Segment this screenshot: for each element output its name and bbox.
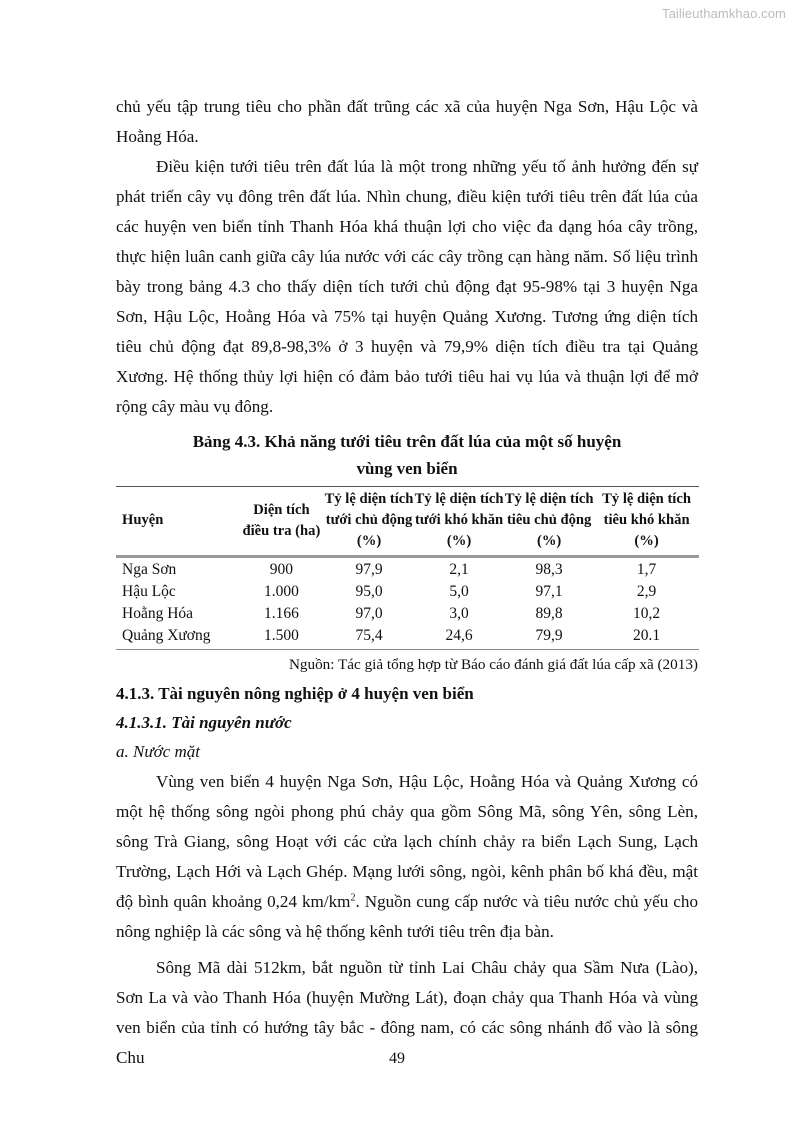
table-row <box>116 603 699 625</box>
document-page <box>116 92 698 1073</box>
irrigation-table <box>116 486 699 650</box>
cell-difficult-irrigation: 3,0 <box>449 605 469 622</box>
cell-difficult-drainage: 2,9 <box>636 583 657 600</box>
cell-difficult-irrigation: 5,0 <box>449 583 469 600</box>
header-active-irrigation: Tỷ lệ diện tích tưới chủ động (%) <box>324 491 414 549</box>
cell-active-irrigation: 95,0 <box>355 583 383 600</box>
cell-active-drainage: 79,9 <box>535 627 563 644</box>
paragraph-1: chủ yếu tập trung tiêu cho phần đất trũng các xã của huyện Nga Sơn, Hậu Lộc và Hoằng Hóa. <box>116 97 698 146</box>
cell-active-irrigation: 75,4 <box>355 627 383 644</box>
header-active-drainage: Tỷ lệ diện tích tiêu chủ động (%) <box>504 491 594 549</box>
item-heading: a. Nước mặt <box>116 742 200 761</box>
table-caption-line-2: vùng ven biển <box>356 459 458 478</box>
cell-active-drainage: 89,8 <box>535 605 563 622</box>
superscript: 2 <box>350 892 356 904</box>
table-row <box>116 625 699 650</box>
paragraph-3-text-end: . Nguồn cung cấp nước và tiêu nước chủ yếu cho nông nghiệp là các sông và hệ thống kênh tưới tiêu trên địa bàn. <box>116 892 698 941</box>
cell-active-irrigation: 97,0 <box>355 605 383 622</box>
header-district: Huyện <box>122 512 164 528</box>
header-difficult-irrigation: Tỷ lệ diện tích tưới khó khăn (%) <box>414 491 504 549</box>
cell-district: Hậu Lộc <box>122 583 176 600</box>
section-heading: 4.1.3. Tài nguyên nông nghiệp ở 4 huyện ven biển <box>116 684 474 703</box>
table-caption-line-1: Bảng 4.3. Khả năng tưới tiêu trên đất lúa của một số huyện <box>192 432 622 451</box>
table-header-row <box>116 487 699 557</box>
cell-difficult-irrigation: 24,6 <box>445 627 473 644</box>
cell-survey-area: 900 <box>269 561 294 578</box>
table-row <box>116 557 699 582</box>
cell-survey-area: 1.166 <box>263 605 299 622</box>
cell-active-drainage: 97,1 <box>535 583 563 600</box>
table-source-note: Nguồn: Tác giả tổng hợp từ Báo cáo đánh giá đất lúa cấp xã (2013) <box>288 656 698 673</box>
paragraph-2: Điều kiện tưới tiêu trên đất lúa là một trong những yếu tố ảnh hưởng đến sự phát triển cây vụ đông trên đất lúa. Nhìn chung, điều kiện tưới tiêu trên đất lúa của các huyện ven biển tỉnh Thanh Hóa khá thuận lợi cho việc đa dạng hóa cây trồng, thực hiện luân canh giữa cây lúa nước với các cây trồng cạn hàng năm. Số liệu trình bày trong bảng 4.3 cho thấy diện tích tưới chủ động đạt 95-98% tại 3 huyện Nga Sơn, Hậu Lộc, Hoằng Hóa và 75% tại huyện Quảng Xương. Tương ứng diện tích tiêu chủ động đạt 89,8-98,3% ở 3 huyện và 79,9% diện tích điều tra tại Quảng Xương. Hệ thống thủy lợi hiện có đảm bảo tưới tiêu hai vụ lúa và thuận lợi để mở rộng cây màu vụ đông. <box>116 157 698 416</box>
header-survey-area: Diện tích điều tra (ha) <box>242 501 321 539</box>
paragraph-4: Sông Mã dài 512km, bắt nguồn từ tỉnh Lai Châu chảy qua Sầm Nưa (Lào), Sơn La và vào Thanh Hóa (huyện Mường Lát), đoạn chảy qua Thanh Hóa và vùng ven biển của tỉnh có hướng tây bắc - đông nam, có các sông nhánh đổ vào là sông Chu <box>116 958 698 1067</box>
cell-survey-area: 1.000 <box>263 583 299 600</box>
cell-active-irrigation: 97,9 <box>355 561 383 578</box>
cell-active-drainage: 98,3 <box>535 561 563 578</box>
paragraph-3-text: Vùng ven biển 4 huyện Nga Sơn, Hậu Lộc, Hoằng Hóa và Quảng Xương có một hệ thống sông ngòi phong phú chảy qua gồm Sông Mã, sông Yên, sông Lèn, sông Trà Giang, sông Hoạt với các cửa lạch chính chảy ra biển Lạch Sung, Lạch Trường, Lạch Hới và Lạch Ghép. Mạng lưới sông, ngòi, kênh phân bố khá đều, mật độ bình quân khoảng 0,24 km/km <box>116 772 698 911</box>
cell-difficult-drainage: 20.1 <box>633 627 661 644</box>
header-difficult-drainage: Tỷ lệ diện tích tiêu khó khăn (%) <box>602 491 691 549</box>
cell-difficult-irrigation: 2,1 <box>449 561 469 578</box>
page-number: 49 <box>389 1050 405 1067</box>
cell-district: Hoằng Hóa <box>122 605 194 622</box>
subsection-heading: 4.1.3.1. Tài nguyên nước <box>116 713 292 732</box>
cell-survey-area: 1.500 <box>263 627 299 644</box>
paragraph-3 <box>116 767 698 947</box>
table-caption <box>116 428 698 482</box>
cell-difficult-drainage: 1,7 <box>636 561 657 578</box>
cell-district: Nga Sơn <box>122 561 177 578</box>
watermark: Tailieuthamkhao.com <box>661 6 786 21</box>
cell-district: Quảng Xương <box>122 627 211 644</box>
cell-difficult-drainage: 10,2 <box>633 605 661 622</box>
table-row <box>116 581 699 603</box>
